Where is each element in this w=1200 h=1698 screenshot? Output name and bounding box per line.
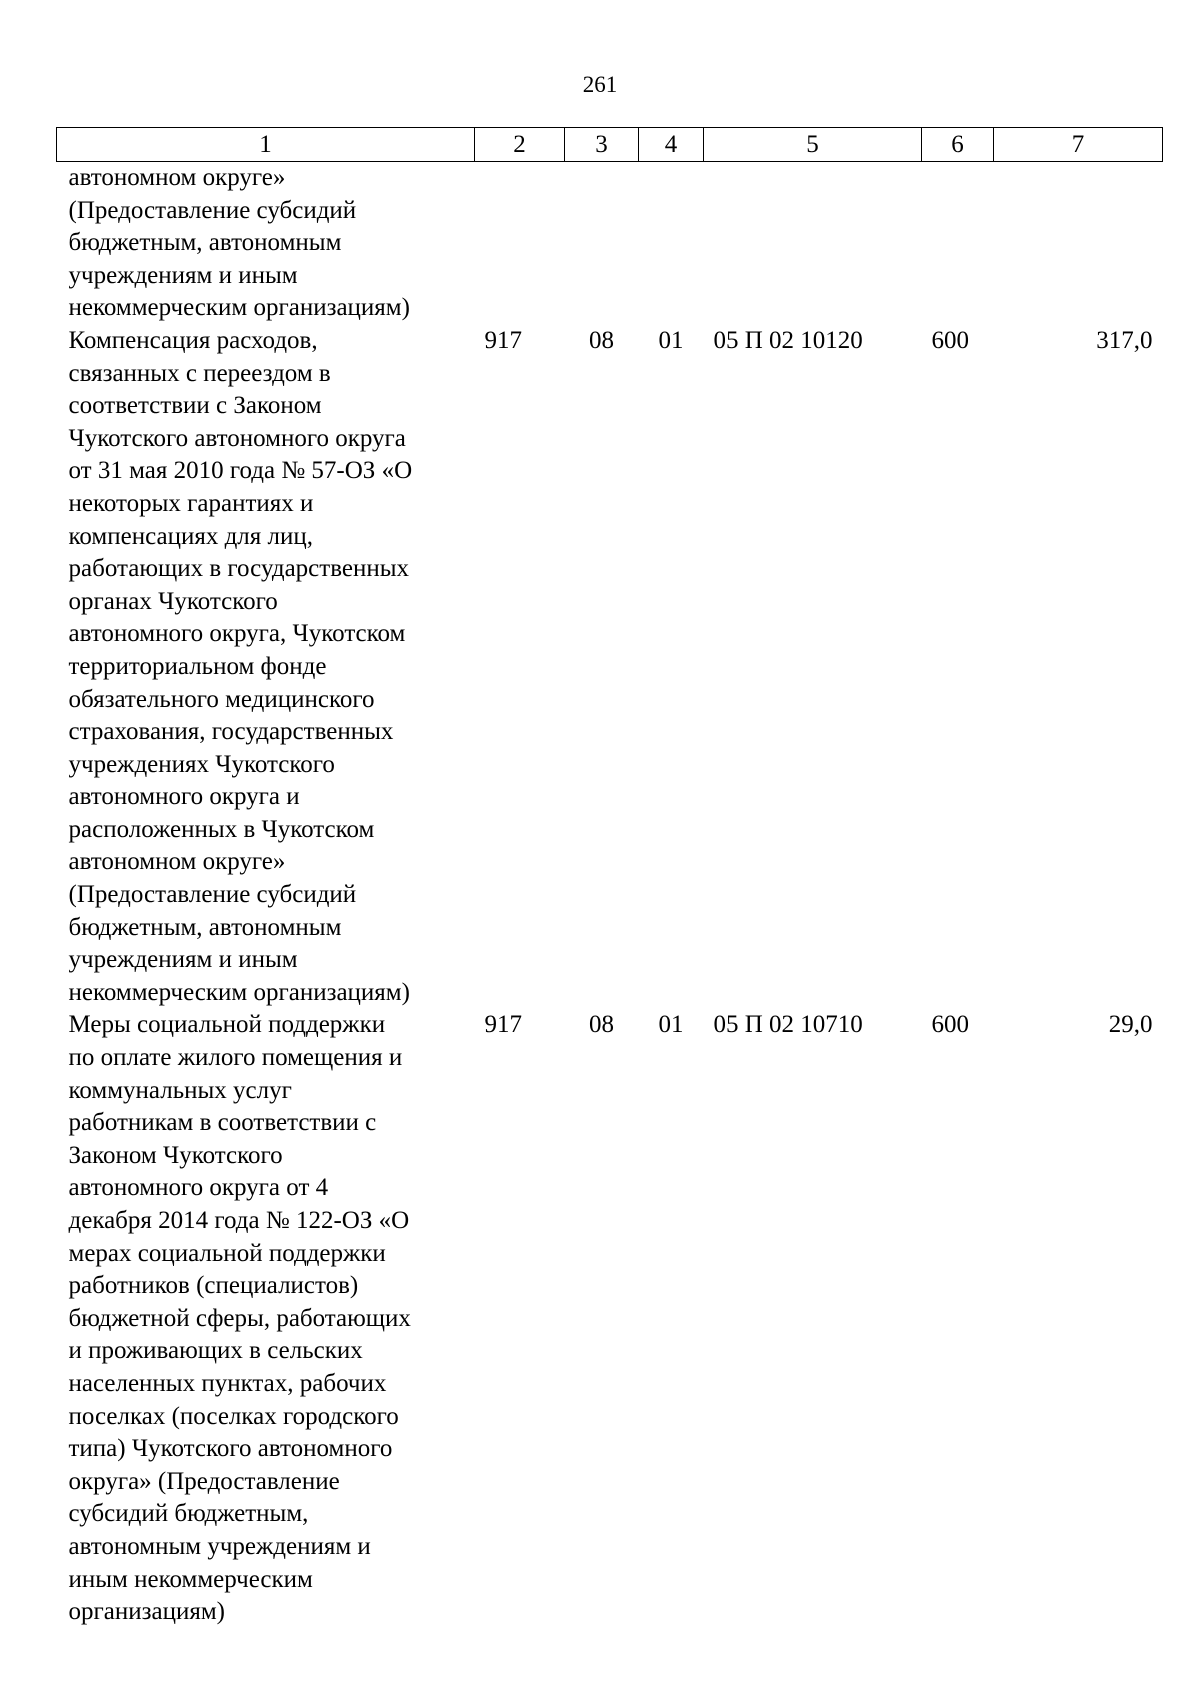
- budget-table: [56, 127, 1163, 1629]
- row-name: Меры социальной поддержки по оплате жилого помещения и коммунальных услуг работникам в соответствии с Законом Чукотского автономного округа от 4 декабря 2014 года № 122-ОЗ «О мерах социальной поддержки работников (специалистов) бюджетной сферы, работающих и проживающих в сельских населенных пунктах, рабочих поселках (поселках городского типа) Чукотского автономного округа» (Предоставление субсидий бюджетным, автономным учреждениям и иным некоммерческим организациям): [68, 1011, 411, 1626]
- row-code-section: 08: [589, 326, 614, 354]
- row-code-subsection: 01: [658, 1011, 684, 1039]
- column-header-1: 1: [57, 128, 475, 162]
- row-name: автономном округе» (Предоставление субсидий бюджетным, автономным учреждениям и иным некоммерческим организациям): [68, 164, 410, 322]
- row-code-ministry: 917: [484, 326, 522, 354]
- column-header-7: 7: [994, 128, 1163, 162]
- row-code-expense-type: [922, 162, 994, 325]
- table-row: [57, 325, 1163, 1009]
- row-code-subsection: [639, 162, 704, 325]
- row-code-expense-type: 600: [931, 1011, 969, 1039]
- table-row: [57, 162, 1163, 325]
- row-code-target: 05 П 02 10120: [713, 326, 863, 354]
- row-code-target: 05 П 02 10710: [713, 1011, 863, 1039]
- row-amount: 29,0: [1108, 1011, 1153, 1039]
- page-number: 261: [582, 72, 618, 97]
- column-header-5: 5: [704, 128, 922, 162]
- row-code-ministry: 917: [484, 1011, 522, 1039]
- header-row: [57, 128, 1163, 162]
- row-amount: 317,0: [1096, 326, 1153, 354]
- row-code-section: [565, 162, 639, 325]
- row-code-section: 08: [589, 1011, 614, 1039]
- column-header-4: 4: [639, 128, 704, 162]
- row-amount: [994, 162, 1163, 325]
- row-code-subsection: 01: [658, 326, 684, 354]
- row-code-expense-type: 600: [931, 326, 969, 354]
- column-header-6: 6: [922, 128, 994, 162]
- column-header-3: 3: [565, 128, 639, 162]
- row-code-ministry: [475, 162, 565, 325]
- table-row: [57, 1009, 1163, 1628]
- row-code-target: [704, 162, 922, 325]
- column-header-2: 2: [475, 128, 565, 162]
- row-name: Компенсация расходов, связанных с переездом в соответствии с Законом Чукотского автономного округа от 31 мая 2010 года № 57-ОЗ «О некоторых гарантиях и компенсациях для лиц, работающих в государственных органах Чукотского автономного округа, Чукотском территориальном фонде обязательного медицинского страхования, государственных учреждениях Чукотского автономного округа и расположенных в Чукотском автономном округе» (Предоставление субсидий бюджетным, автономным учреждениям и иным некоммерческим организациям): [68, 326, 413, 1006]
